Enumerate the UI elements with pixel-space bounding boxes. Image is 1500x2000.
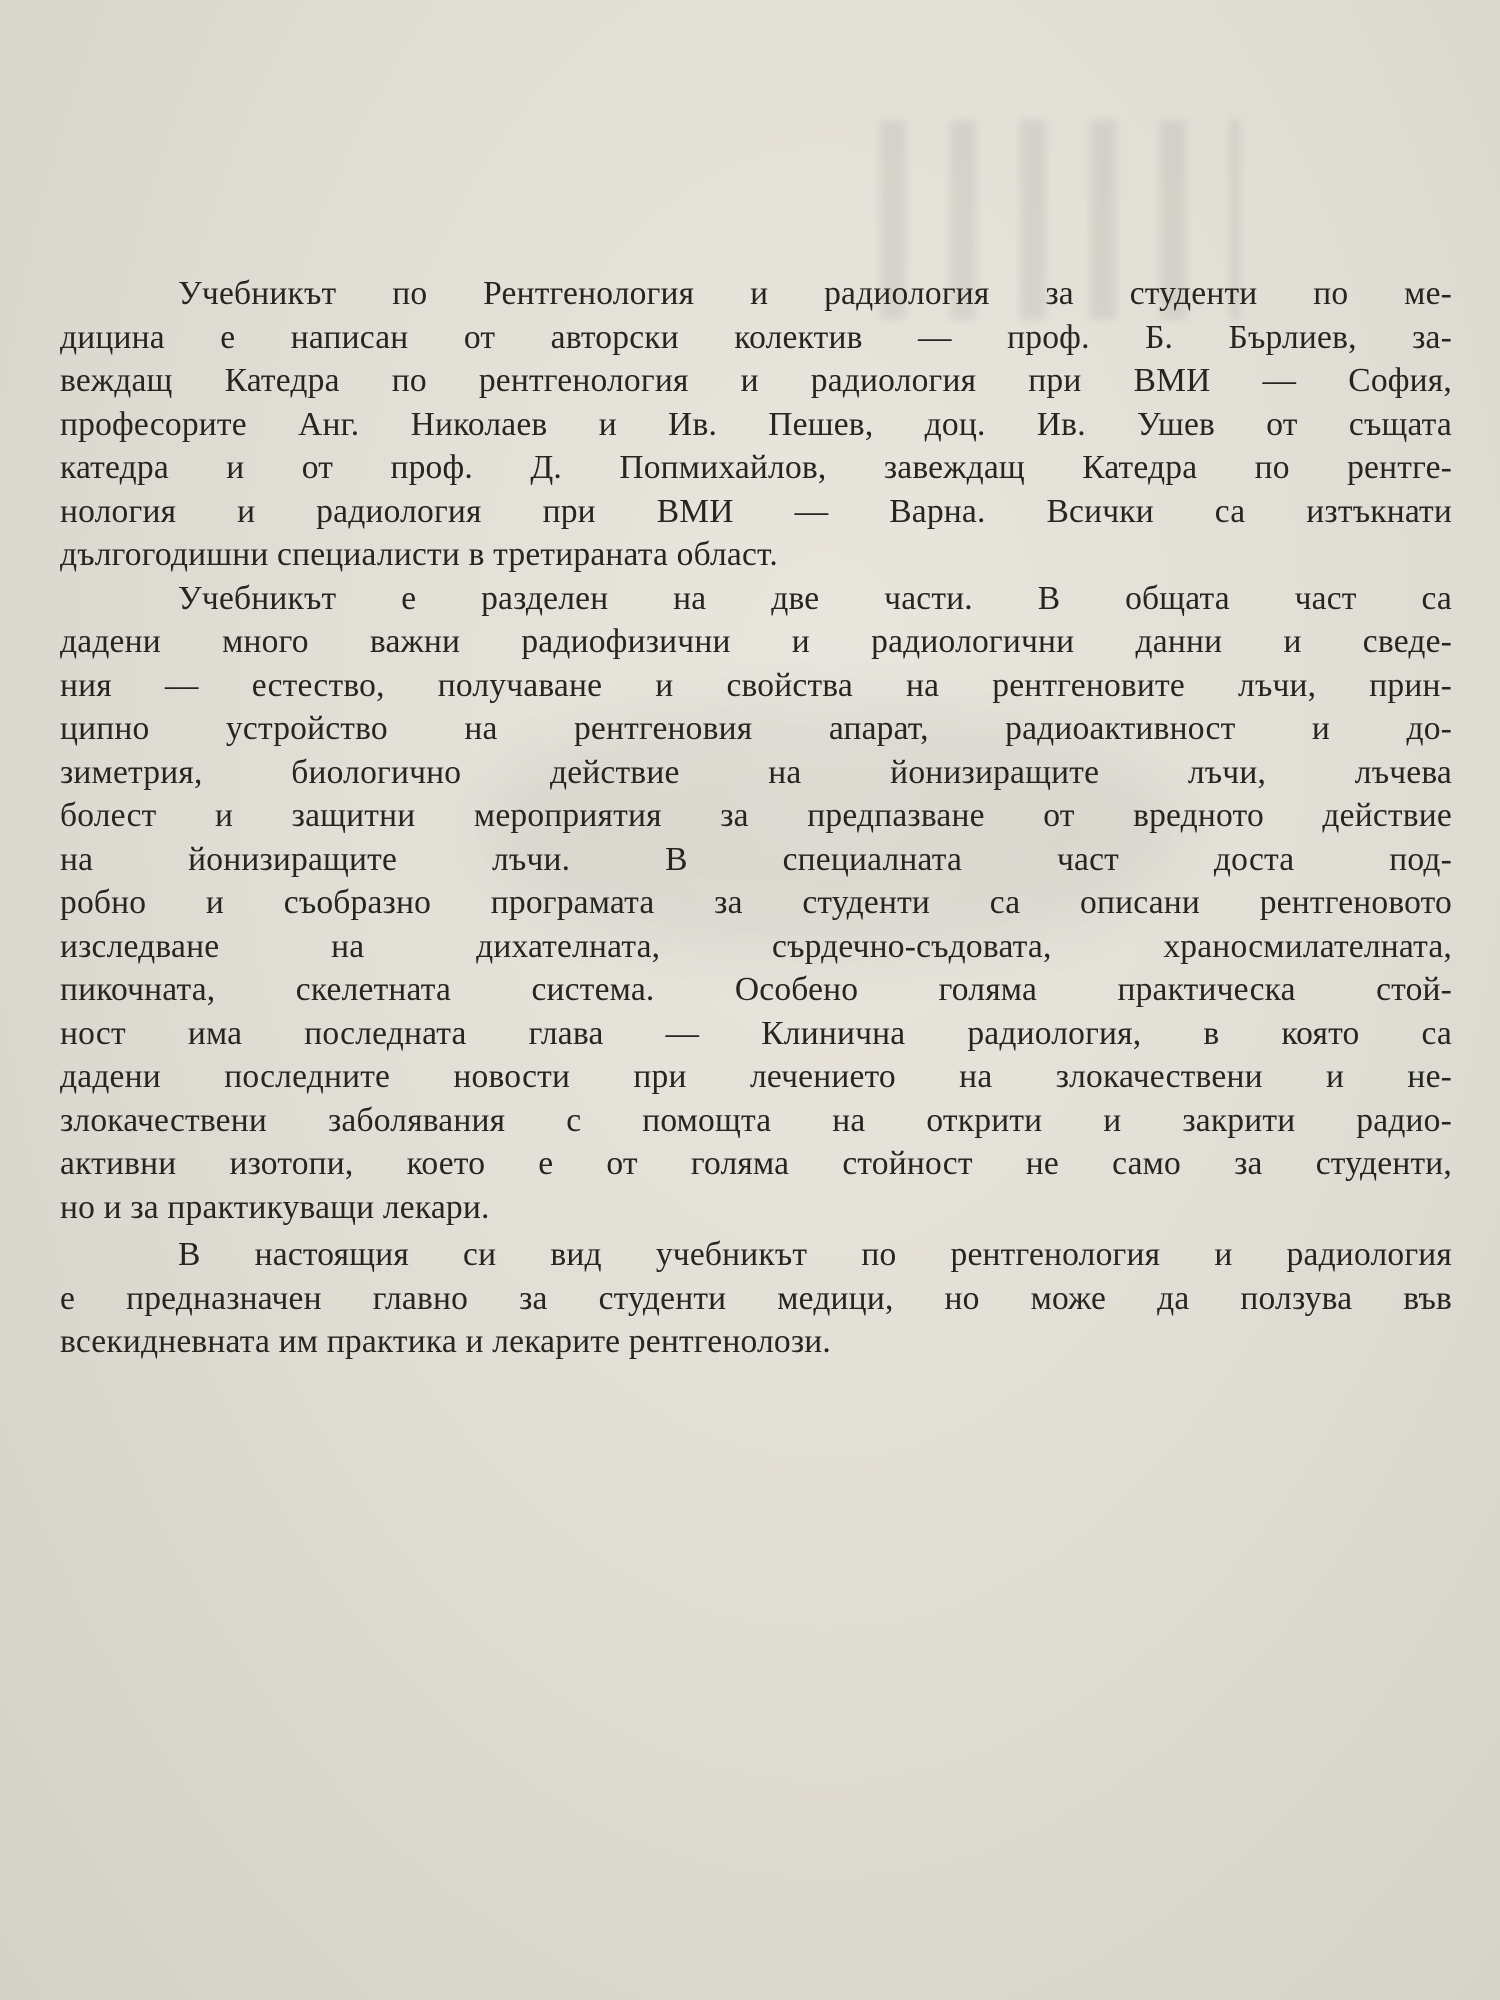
paragraph-structure xyxy=(60,577,1452,1230)
text-line: професорите Анг. Николаев и Ив. Пешев, доц. Ив. Ушев от същата xyxy=(60,405,1452,443)
preface-text xyxy=(60,272,1452,1364)
text-line: всекидневната им практика и лекарите рентгенолози. xyxy=(60,1323,831,1360)
text-line: нология и радиология при ВМИ — Варна. Всички са изтъкнати xyxy=(60,492,1452,530)
text-line: зиметрия, биологично действие на йонизиращите лъчи, лъчева xyxy=(60,753,1452,791)
text-line: дългогодишни специалисти в третираната област. xyxy=(60,536,778,573)
text-line: ния — естество, получаване и свойства на рентгеновите лъчи, прин- xyxy=(60,666,1452,704)
text-line: дадени последните новости при лечението на злокачествени и не- xyxy=(60,1058,1452,1095)
text-line: веждащ Катедра по рентгенология и радиология при ВМИ — София, xyxy=(60,362,1452,399)
text-line: злокачествени заболявания с помощта на открити и закрити радио- xyxy=(60,1101,1452,1139)
text-line: е предназначен главно за студенти медици, но може да ползува във xyxy=(60,1279,1452,1317)
text-line: активни изотопи, което е от голяма стойност не само за студенти, xyxy=(60,1145,1452,1182)
text-line: В настоящия си вид учебникът по рентгенология и радиология xyxy=(178,1236,1452,1273)
text-line: Учебникът е разделен на две части. В общата част са xyxy=(178,579,1452,617)
paragraph-purpose xyxy=(60,1233,1452,1364)
text-line: ципно устройство на рентгеновия апарат, радиоактивност и до- xyxy=(60,710,1452,747)
text-line: но и за практикуващи лекари. xyxy=(60,1188,490,1226)
text-line: Учебникът по Рентгенология и радиология за студенти по ме- xyxy=(178,275,1452,312)
text-line: болест и защитни мероприятия за предпазване от вредното действие xyxy=(60,797,1452,834)
paragraph-authors xyxy=(60,272,1452,577)
text-line: на йонизиращите лъчи. В специалната част доста под- xyxy=(60,840,1452,878)
text-line: изследване на дихателната, сърдечно-съдовата, храносмилателната, xyxy=(60,927,1452,965)
text-line: ност има последната глава — Клинична радиология, в която са xyxy=(60,1014,1452,1052)
text-line: пикочната, скелетната система. Особено голяма практическа стой- xyxy=(60,971,1452,1008)
text-line: дадени много важни радиофизични и радиологични данни и сведе- xyxy=(60,623,1452,660)
text-line: дицина е написан от авторски колектив — проф. Б. Бърлиев, за- xyxy=(60,318,1452,356)
text-line: катедра и от проф. Д. Попмихайлов, завеждащ Катедра по рентге- xyxy=(60,449,1452,486)
text-line: робно и съобразно програмата за студенти са описани рентгеновото xyxy=(60,884,1452,921)
